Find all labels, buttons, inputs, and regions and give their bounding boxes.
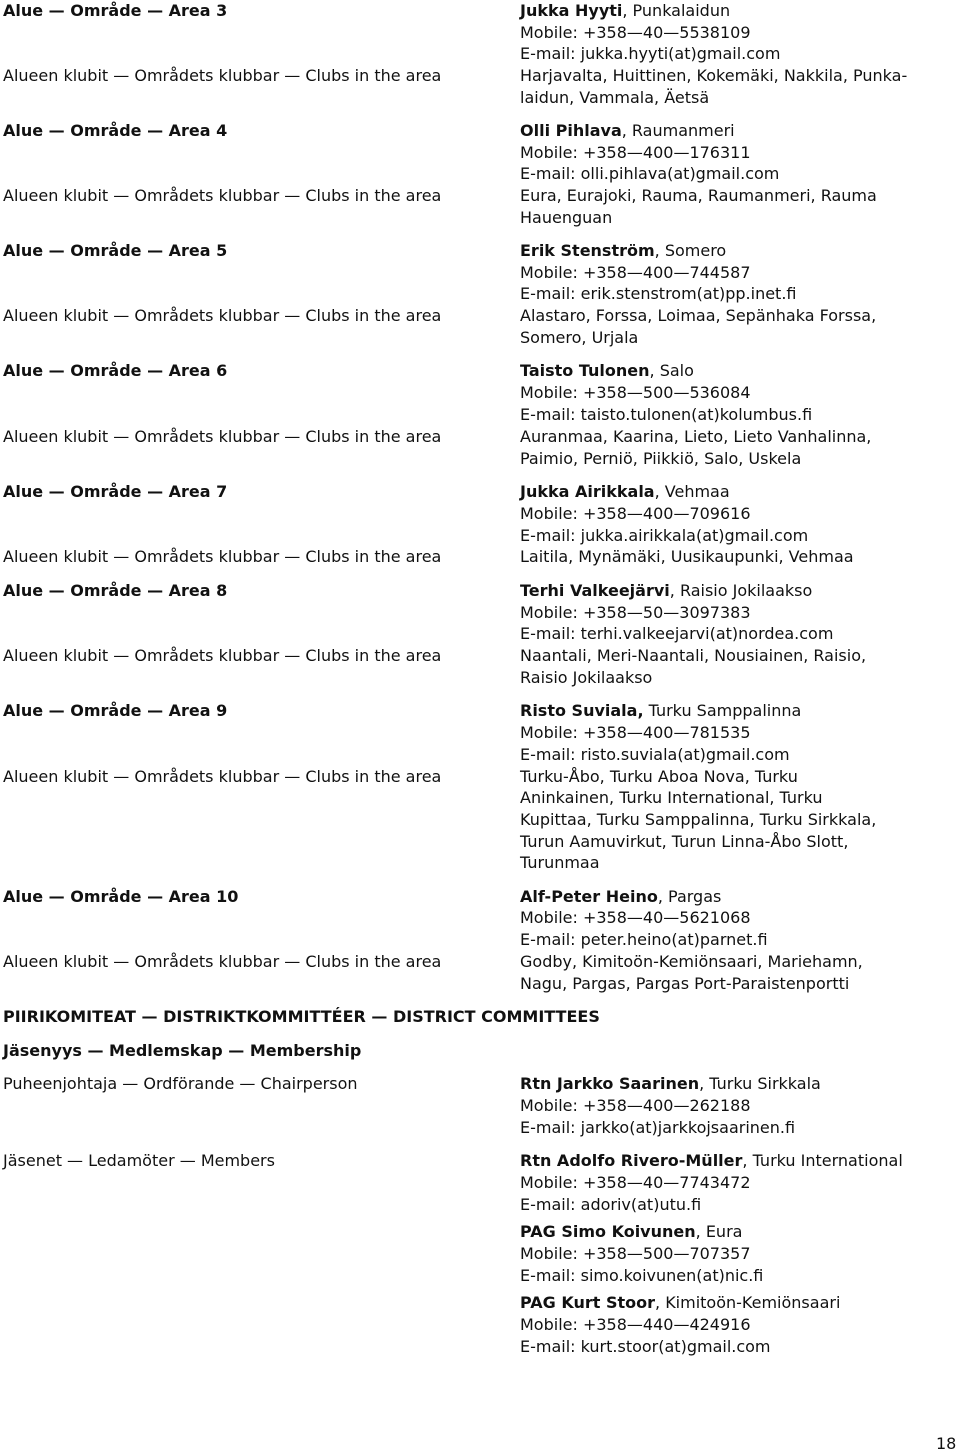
clubs-line: Godby, Kimitoön-Kemiönsaari, Mariehamn, <box>520 952 863 971</box>
area-title: Alue — Område — Area 10 <box>3 887 239 906</box>
clubs-label: Alueen klubit — Områdets klubbar — Clubs in the area <box>3 952 442 971</box>
clubs-line: Turku-Åbo, Turku Aboa Nova, Turku <box>520 767 798 786</box>
contact-location: , Vehmaa <box>654 482 730 501</box>
contact-email: E-mail: terhi.valkeejarvi(at)nordea.com <box>520 624 834 643</box>
area-title: Alue — Område — Area 4 <box>3 121 228 140</box>
members-label: Jäsenet — Ledamöter — Members <box>3 1151 275 1170</box>
contact-email: E-mail: taisto.tulonen(at)kolumbus.fi <box>520 405 813 424</box>
contact-location: , Pargas <box>657 887 722 906</box>
contact-location: , Raumanmeri <box>621 121 735 140</box>
contact-name: Jukka Airikkala <box>520 482 655 501</box>
area-title: Alue — Område — Area 5 <box>3 241 228 260</box>
clubs-line: Paimio, Perniö, Piikkiö, Salo, Uskela <box>520 449 802 468</box>
committee-subheading: Jäsenyys — Medlemskap — Membership <box>3 1041 362 1060</box>
contact-name: Taisto Tulonen <box>520 361 650 380</box>
clubs-label: Alueen klubit — Områdets klubbar — Clubs in the area <box>3 66 442 85</box>
contact-email: E-mail: olli.pihlava(at)gmail.com <box>520 164 780 183</box>
clubs-label: Alueen klubit — Områdets klubbar — Clubs in the area <box>3 427 442 446</box>
contact-club: , Turku International <box>742 1151 903 1170</box>
area-contact <box>520 240 726 262</box>
contact-name: Olli Pihlava <box>520 121 622 140</box>
clubs-label: Alueen klubit — Områdets klubbar — Clubs in the area <box>3 767 442 786</box>
contact-email: E-mail: jukka.airikkala(at)gmail.com <box>520 526 809 545</box>
contact-location: , Somero <box>654 241 727 260</box>
clubs-line: Alastaro, Forssa, Loimaa, Sepänhaka Forssa, <box>520 306 877 325</box>
clubs-line: Nagu, Pargas, Pargas Port-Paraistenportti <box>520 974 850 993</box>
contact-name: Erik Stenström <box>520 241 655 260</box>
clubs-label: Alueen klubit — Områdets klubbar — Clubs in the area <box>3 646 442 665</box>
area-contact <box>520 360 694 382</box>
area-contact <box>520 481 730 503</box>
contact-email: E-mail: kurt.stoor(at)gmail.com <box>520 1337 771 1356</box>
contact-mobile: Mobile: +358—500—536084 <box>520 383 751 402</box>
contact-location: , Salo <box>649 361 694 380</box>
area-contact <box>520 580 812 602</box>
clubs-label: Alueen klubit — Områdets klubbar — Clubs in the area <box>3 547 442 566</box>
contact-name: Risto Suviala, <box>520 701 644 720</box>
contact-mobile: Mobile: +358—400—744587 <box>520 263 751 282</box>
contact-email: E-mail: risto.suviala(at)gmail.com <box>520 745 790 764</box>
area-contact <box>520 0 730 22</box>
contact-mobile: Mobile: +358—400—262188 <box>520 1096 751 1115</box>
contact-email: E-mail: erik.stenstrom(at)pp.inet.fi <box>520 284 797 303</box>
clubs-line: Aninkainen, Turku International, Turku <box>520 788 823 807</box>
contact-club: , Turku Sirkkala <box>699 1074 821 1093</box>
clubs-label: Alueen klubit — Områdets klubbar — Clubs in the area <box>3 306 442 325</box>
contact-mobile: Mobile: +358—40—5621068 <box>520 908 751 927</box>
contact-name: Rtn Adolfo Rivero-Müller <box>520 1151 743 1170</box>
clubs-line: Raisio Jokilaakso <box>520 668 653 687</box>
committees-heading: PIIRIKOMITEAT — DISTRIKTKOMMITTÉER — DISTRICT COMMITTEES <box>3 1007 600 1026</box>
contact-mobile: Mobile: +358—50—3097383 <box>520 603 751 622</box>
clubs-line: Eura, Eurajoki, Rauma, Raumanmeri, Rauma <box>520 186 877 205</box>
clubs-line: Turun Aamuvirkut, Turun Linna-Åbo Slott, <box>520 832 849 851</box>
clubs-line: Somero, Urjala <box>520 328 639 347</box>
area-title: Alue — Område — Area 8 <box>3 581 228 600</box>
contact-name: Alf-Peter Heino <box>520 887 658 906</box>
area-contact <box>520 700 801 722</box>
contact-email: E-mail: jarkko(at)jarkkojsaarinen.fi <box>520 1118 796 1137</box>
contact-club: , Kimitoön-Kemiönsaari <box>655 1293 841 1312</box>
contact-mobile: Mobile: +358—40—7743472 <box>520 1173 751 1192</box>
contact-location: , Raisio Jokilaakso <box>669 581 813 600</box>
contact-club: , Eura <box>695 1222 743 1241</box>
contact-email: E-mail: peter.heino(at)parnet.fi <box>520 930 768 949</box>
area-title: Alue — Område — Area 9 <box>3 701 228 720</box>
clubs-line: Naantali, Meri-Naantali, Nousiainen, Raisio, <box>520 646 867 665</box>
clubs-line: laidun, Vammala, Äetsä <box>520 88 710 107</box>
contact-name: Rtn Jarkko Saarinen <box>520 1074 700 1093</box>
clubs-line: Auranmaa, Kaarina, Lieto, Lieto Vanhalinna, <box>520 427 872 446</box>
chair-contact <box>520 1073 821 1095</box>
area-contact <box>520 886 721 908</box>
contact-mobile: Mobile: +358—400—709616 <box>520 504 751 523</box>
member-contact <box>520 1221 742 1243</box>
contact-email: E-mail: simo.koivunen(at)nic.fi <box>520 1266 764 1285</box>
clubs-line: Turunmaa <box>520 853 600 872</box>
area-title: Alue — Område — Area 7 <box>3 482 228 501</box>
contact-location: Turku Samppalinna <box>643 701 802 720</box>
contact-mobile: Mobile: +358—40—5538109 <box>520 23 751 42</box>
contact-name: Jukka Hyyti <box>520 1 623 20</box>
page-number: 18 <box>936 1434 957 1453</box>
contact-mobile: Mobile: +358—500—707357 <box>520 1244 751 1263</box>
chair-label: Puheenjohtaja — Ordförande — Chairperson <box>3 1074 358 1093</box>
clubs-line: Hauenguan <box>520 208 613 227</box>
member-contact <box>520 1150 903 1172</box>
area-contact <box>520 120 735 142</box>
clubs-line: Laitila, Mynämäki, Uusikaupunki, Vehmaa <box>520 547 854 566</box>
member-contact <box>520 1292 840 1314</box>
area-title: Alue — Område — Area 6 <box>3 361 228 380</box>
area-title: Alue — Område — Area 3 <box>3 1 228 20</box>
contact-mobile: Mobile: +358—400—781535 <box>520 723 751 742</box>
contact-name: PAG Simo Koivunen <box>520 1222 696 1241</box>
contact-email: E-mail: adoriv(at)utu.fi <box>520 1195 702 1214</box>
contact-mobile: Mobile: +358—440—424916 <box>520 1315 751 1334</box>
contact-name: Terhi Valkeejärvi <box>520 581 670 600</box>
clubs-line: Kupittaa, Turku Samppalinna, Turku Sirkkala, <box>520 810 877 829</box>
contact-mobile: Mobile: +358—400—176311 <box>520 143 751 162</box>
clubs-line: Harjavalta, Huittinen, Kokemäki, Nakkila, Punka- <box>520 66 908 85</box>
contact-email: E-mail: jukka.hyyti(at)gmail.com <box>520 44 781 63</box>
contact-location: , Punkalaidun <box>622 1 731 20</box>
contact-name: PAG Kurt Stoor <box>520 1293 656 1312</box>
clubs-label: Alueen klubit — Områdets klubbar — Clubs in the area <box>3 186 442 205</box>
